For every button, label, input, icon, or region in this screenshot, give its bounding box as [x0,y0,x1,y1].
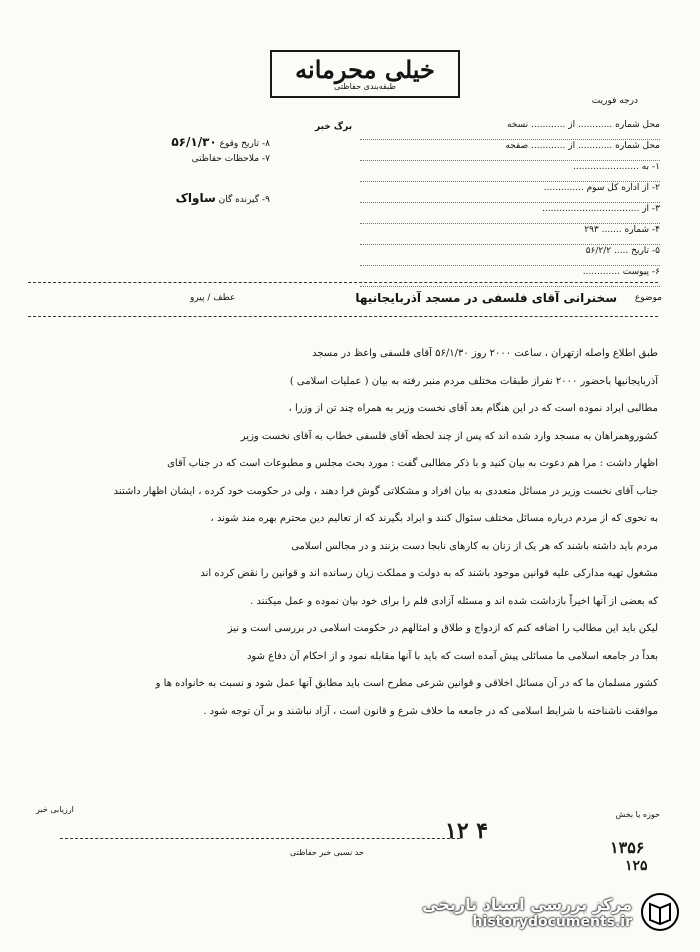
subject-label: موضوع [634,293,662,303]
body-line: مشغول تهیه مدارکی علیه قوانین موجود باشند که به دولت و مملکت زیان رسانده اند و قوانین را نقض کرده اند [200,568,658,579]
header-right-fields [360,120,660,288]
body-line: طبق اطلاع واصله ازتهران ، ساعت ۲۰۰۰ روز ۵۶/۱/۳۰ آقای فلسفی واعظ در مسجد [312,348,658,359]
classification-stamp [270,50,460,98]
recipients-row [60,191,270,210]
body-line: جناب آقای نخست وزیر در مسائل متعددی به بیان افراد و مشکلاتی گوش فرا دهند ، ولی در حکومت خود کرده ، ایشان اظهار داشتند [113,485,658,497]
report-body [44,340,658,725]
recipients-label: ۹- گیرنده گان [218,195,270,205]
body-line: بعداً در جامعه اسلامی ما مسائلی پیش آمده است که باید با آنها مقابله نمود و از احکام آن دفاع شود [246,650,658,662]
priority-label: درجه فوریت [591,96,638,106]
evaluation-label: ارزیابی خبر [36,805,74,814]
logo-english-text: historydocuments.ir [472,913,632,930]
handwritten-year: ۱۳۵۶ [610,838,645,857]
body-line: لیکن باید این مطالب را اضافه کنم که ازدواج و طلاق و امثالهم در حکومت اسلامی در بررسی است و نیز [227,623,658,634]
body-line: موافقت ناشناخته با شرایط اسلامی که در جامعه ما خلاف شرع و قانون است ، آزاد نباشند و بر آن توجه شود . [203,705,658,717]
body-line: به نحوی که از مردم درباره مسائل مختلف سئوال کنند و ایراد بگیرند که از تعالیم دین محترم بهره مند شوند ، [210,513,658,524]
body-line: مردم باید داشته باشند که هر یک از زنان به کارهای نابجا دست بزنند و در مجالس اسلامی [291,540,658,552]
date-row [60,135,270,154]
body-line: آذربایجانیها باحضور ۲۰۰۰ نفراز طبقات مختلف مردم منبر رفته به بیان ( عملیات اسلامی ) [289,375,658,387]
region-label: حوزه یا بخش [615,810,660,819]
subject-value: سخنرانی آقای فلسفی در مسجد آذربایجانیها [355,291,617,305]
form-title: برگ خبر [315,122,353,132]
header-field: ۳- از .................................. [360,204,660,224]
header-field: محل شماره ............ از ............ نسخه [360,120,660,140]
handwritten-small-number: ۱۲۵ [625,858,648,874]
body-line: مطالبی ایراد نموده است که در این هنگام بعد آقای نخست وزیر به همراه چند تن از وزرا ، [288,403,658,414]
date-label: ۸- تاریخ وقوع [219,139,270,149]
header-field: ۱- به ....................... [360,162,660,182]
header-field: ۲- از اداره کل سوم .............. [360,183,660,203]
separator-line [28,316,658,317]
book-icon [640,892,680,932]
header-field: ۶- پیوست ............. [360,267,660,287]
recipients-value: ساواک [175,191,216,205]
body-line: کشور مسلمان ما که در آن مسائل اخلاقی و قوانین شرعی مطرح است باید مطابق آنها عمل شود و نسبت به خانواده ها و [155,678,658,689]
body-line: که بعضی از آنها اخیراً بازداشت شده اند و مسئله آزادی قلم را برای خود بیان نموده و عمل میکنند . [250,595,658,607]
reference-label: عطف / پیرو [190,293,236,303]
date-value: ۵۶/۱/۳۰ [171,135,217,149]
notes-label: ۷- ملاحظات حفاظتی [191,154,270,164]
stamp-main-text: خیلی محرمانه [295,54,435,84]
body-line: کشوروهمراهان به مسجد وارد شده اند که پس از چند لحظه آقای فلسفی خطاب به آقای نخست وزیر [240,430,658,442]
separator-line [28,282,658,283]
header-left-fields [60,135,270,210]
header-field: محل شماره ............ از ............ صفحه [360,141,660,161]
signature-label: حد نسبی خبر حفاظتی [290,848,364,857]
header-field: ۵- تاریخ ..... ۵۶/۲/۲ [360,246,660,266]
handwritten-number: ۱۲ ۴ [445,818,489,844]
body-line: اظهار داشت : مرا هم دعوت به بیان کنید و با ذکر مطالبی گفت : مورد بحث مجلس و مطبوعات است که در جناب آقای [167,458,658,469]
archive-logo [422,892,680,932]
logo-text [422,895,632,930]
header-field: ۴- شماره ....... ۲۹۳ [360,225,660,245]
stamp-sub-text: طبقه‌بندی حفاظتی [334,81,396,91]
signature-line [60,838,460,839]
logo-persian-text: مرکز بررسی اسناد تاریخی [422,894,632,914]
